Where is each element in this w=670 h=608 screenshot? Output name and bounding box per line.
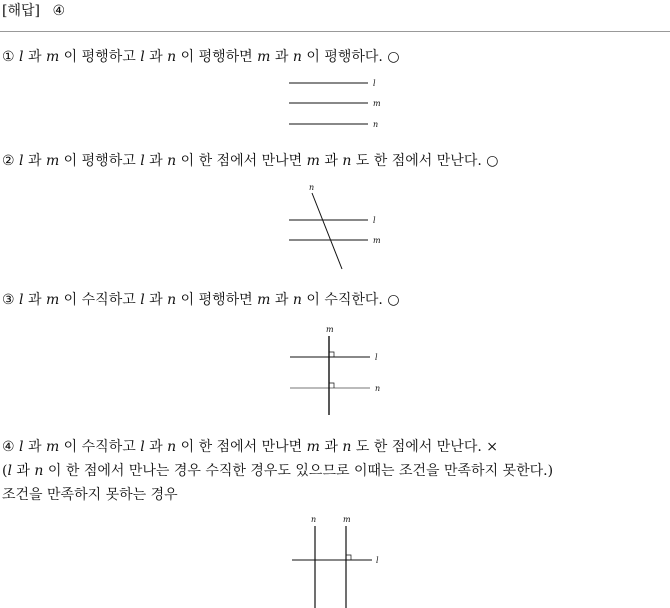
var: m [306, 153, 320, 169]
text: 과 [270, 49, 293, 65]
text: 이 평행하다. [301, 49, 388, 65]
line-n [312, 193, 342, 269]
var: m [45, 439, 60, 455]
var: n [167, 49, 177, 65]
text: 과 [23, 153, 46, 169]
statement-number: ② [2, 153, 15, 169]
text: 이 한 점에서 만나면 [176, 439, 307, 455]
text: 과 [23, 439, 46, 455]
text: 도 한 점에서 만난다. [351, 439, 487, 455]
answer-header [2, 0, 65, 20]
text: 이 평행하면 [176, 292, 258, 308]
text: 과 [144, 49, 168, 65]
var: m [45, 49, 60, 65]
var: l [19, 292, 24, 308]
text: 이 한 점에서 만나는 경우 수직한 경우도 있으므로 이때는 조건을 만족하지 못한다.) [43, 463, 554, 479]
check-mark: ○ [387, 49, 400, 65]
statement-3 [2, 291, 400, 309]
var: m [306, 439, 320, 455]
cross-mark: × [486, 439, 498, 455]
right-angle-mark-n [329, 383, 334, 388]
statement-4 [2, 438, 498, 456]
label-l: l [375, 353, 378, 362]
text: 이 평행하면 [176, 49, 258, 65]
var: m [257, 292, 271, 308]
text: 과 [319, 439, 343, 455]
statement-number: ④ [2, 439, 15, 455]
var: l [19, 153, 24, 169]
text: 과 [270, 292, 293, 308]
var: m [45, 292, 60, 308]
diagram-4-counterexample [280, 512, 390, 608]
label-m: m [326, 325, 334, 334]
var: n [292, 292, 302, 308]
statement-number: ① [2, 49, 15, 65]
label-l: l [376, 556, 379, 565]
text: 과 [144, 153, 168, 169]
var: n [167, 153, 177, 169]
header-divider [0, 31, 670, 32]
text: 과 [144, 292, 168, 308]
text: ( [2, 463, 8, 479]
right-angle-mark-l [329, 352, 334, 357]
text: 과 [319, 153, 343, 169]
text: 이 평행하고 [59, 153, 141, 169]
label-m: m [343, 515, 351, 524]
var: n [167, 439, 177, 455]
text: 과 [23, 49, 46, 65]
var: m [45, 153, 60, 169]
var: l [140, 49, 145, 65]
var: l [140, 292, 145, 308]
statement-2 [2, 152, 498, 170]
text: 과 [144, 439, 168, 455]
label-l: l [373, 216, 376, 225]
var: n [342, 439, 352, 455]
text: 이 한 점에서 만나면 [176, 153, 307, 169]
var: l [7, 463, 12, 479]
right-angle-mark [346, 555, 351, 560]
label-n: n [375, 384, 381, 393]
var: l [140, 153, 145, 169]
var: m [257, 49, 271, 65]
text: 이 수직한다. [301, 292, 388, 308]
text: 이 수직하고 [59, 292, 141, 308]
text: 이 수직하고 [59, 439, 141, 455]
statement-4-note [2, 462, 553, 480]
answer-value: ④ [52, 3, 65, 19]
var: n [34, 463, 44, 479]
diagram-1-parallel-lines [280, 75, 390, 130]
counterexample-caption: 조건을 만족하지 못하는 경우 [2, 487, 178, 503]
var: n [292, 49, 302, 65]
answer-label: [해답] [2, 3, 40, 19]
check-mark: ○ [387, 292, 400, 308]
var: l [19, 439, 24, 455]
label-l: l [373, 79, 376, 88]
statement-1 [2, 48, 400, 66]
diagram-2-transversal [280, 183, 390, 273]
var: l [140, 439, 145, 455]
var: n [167, 292, 177, 308]
label-n: n [373, 120, 379, 129]
label-n: n [309, 183, 315, 192]
text: 이 평행하고 [59, 49, 141, 65]
label-m: m [373, 236, 381, 245]
check-mark: ○ [486, 153, 499, 169]
text: 과 [23, 292, 46, 308]
label-n: n [311, 515, 317, 524]
text: 과 [11, 463, 35, 479]
diagram-3-perpendicular [280, 322, 390, 417]
label-m: m [373, 99, 381, 108]
statement-number: ③ [2, 292, 15, 308]
var: n [342, 153, 352, 169]
var: l [19, 49, 24, 65]
text: 도 한 점에서 만난다. [351, 153, 487, 169]
